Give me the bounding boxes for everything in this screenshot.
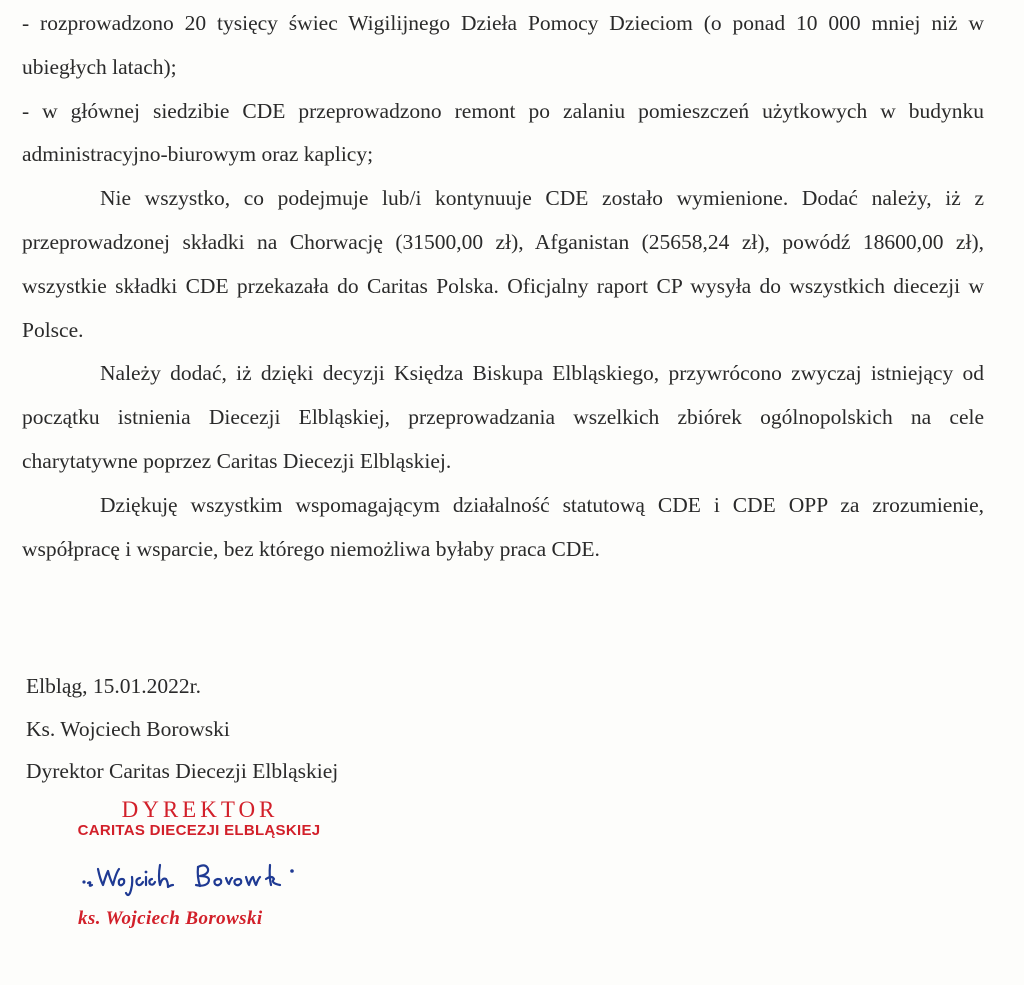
- paragraph-collections: Nie wszystko, co podejmuje lub/i kontynuuje CDE zostało wymienione. Dodać należy, iż z przeprowadzonej składki na Chorwację (31500,00 zł), Afganistan (25658,24 zł), powódź 18600,00 zł), wszystkie składki CDE przekazała do Caritas Polska. Oficjalny raport CP wysyła do wszystkich diecezji w Polsce.: [22, 186, 984, 342]
- paragraph-bullet-renovation: - w głównej siedzibie CDE przeprowadzono remont po zalaniu pomieszczeń użytkowych w budynku administracyjno-biurowym oraz kaplicy;: [22, 98, 984, 167]
- place-date: Elbląg, 15.01.2022r.: [26, 674, 201, 698]
- handwritten-signature: [80, 855, 320, 901]
- paragraph-bullet-candles: - rozprowadzono 20 tysięcy świec Wigilijnego Dzieła Pomocy Dzieciom (o ponad 10 000 mniej niż w ubiegłych latach);: [22, 11, 984, 79]
- signoff-block: [26, 665, 338, 793]
- stamp-title: DYREKTOR: [121, 797, 279, 822]
- author-title: Dyrektor Caritas Diecezji Elbląskiej: [26, 759, 339, 783]
- author-name: Ks. Wojciech Borowski: [26, 716, 230, 741]
- document-body: [22, 2, 984, 571]
- paragraph-thanks: Dziękuję wszystkim wspomagającym działalność statutową CDE i CDE OPP za zrozumienie, współpracę i wsparcie, bez którego niemożliwa byłaby praca CDE.: [22, 492, 984, 561]
- paragraph-bishop-decision: Należy dodać, iż dzięki decyzji Księdza Biskupa Elbląskiego, przywrócono zwyczaj istniejący od początku istnienia Diecezji Elbląskiej, przeprowadzania wszelkich zbiórek ogólnopolskich na cele charytatywne poprzez Caritas Diecezji Elbląskiej.: [22, 361, 984, 473]
- stamp-printed-name: ks. Wojciech Borowski: [78, 908, 263, 929]
- stamp-organization: CARITAS DIECEZJI ELBLĄSKIEJ: [77, 822, 321, 839]
- director-stamp: [60, 798, 360, 840]
